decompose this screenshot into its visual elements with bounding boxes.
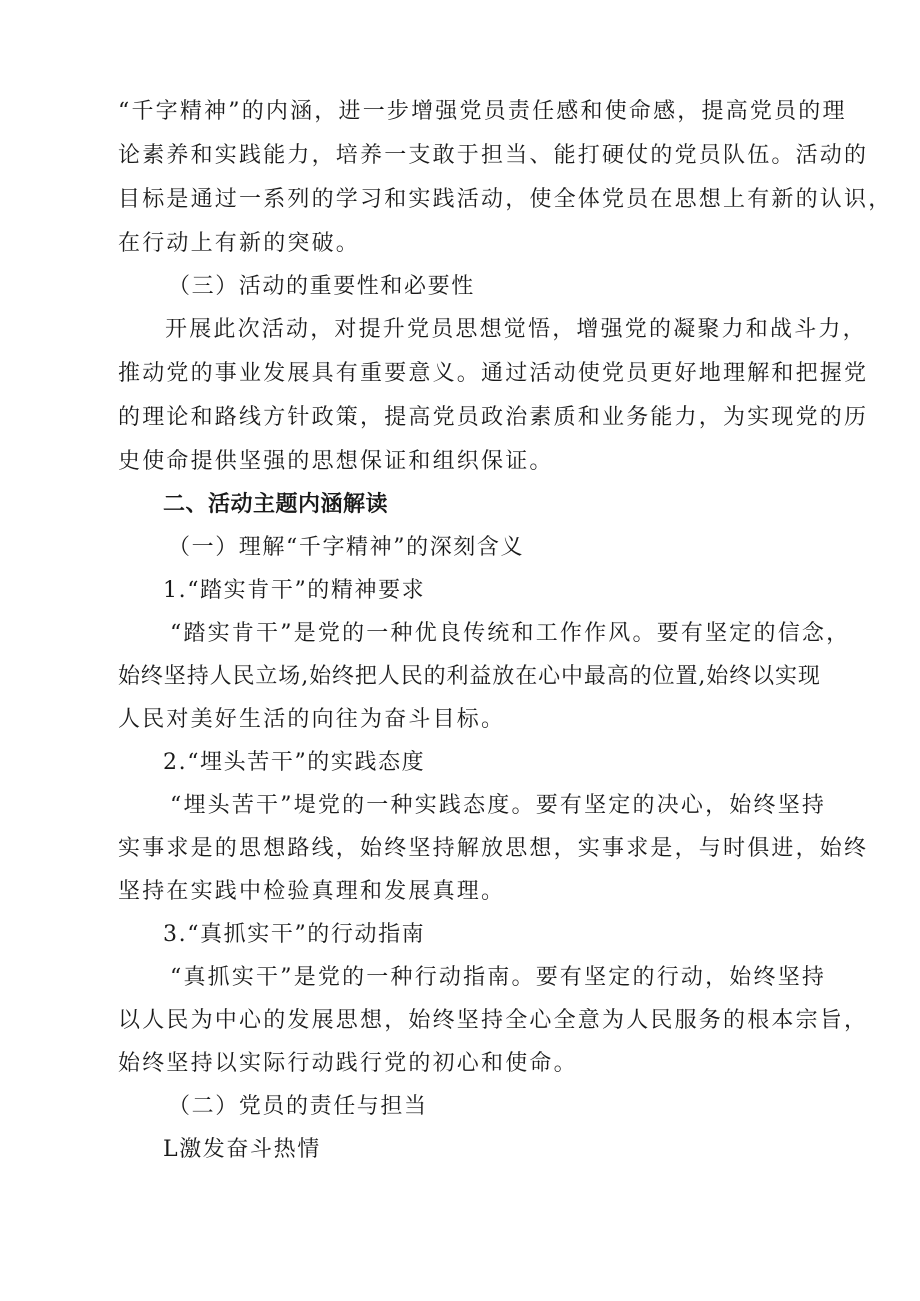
section-heading: 二、活动主题内涵解读 xyxy=(163,492,389,517)
item-heading: 3.“真抓实干”的行动指南 xyxy=(163,922,426,947)
paragraph-line: 坚持在实践中检验真理和发展真理。 xyxy=(118,879,506,904)
subsection-heading: （二）党员的责任与担当 xyxy=(168,1094,428,1119)
paragraph-line: 论素养和实践能力，培养一支敢于担当、能打硬仗的党员队伍。活动的 xyxy=(118,143,869,168)
paragraph-line: 始终坚持人民立场,始终把人民的利益放在心中最高的位置,始终以实现 xyxy=(118,664,821,689)
paragraph-line: 开展此次活动，对提升党员思想觉悟，增强党的凝聚力和战斗力， xyxy=(165,317,867,342)
paragraph-line: 推动党的事业发展具有重要意义。通过活动使党员更好地理解和把握党 xyxy=(118,361,869,386)
paragraph-line: 的理论和路线方针政策，提高党员政治素质和业务能力，为实现党的历 xyxy=(118,405,869,430)
paragraph-line: 实事求是的思想路线，始终坚持解放思想，实事求是，与时俱进，始终 xyxy=(118,836,869,861)
item-heading: 1.“踏实肯干”的精神要求 xyxy=(163,578,426,603)
paragraph-line: 人民对美好生活的向往为奋斗目标。 xyxy=(118,707,506,732)
subsection-heading: （三）活动的重要性和必要性 xyxy=(168,274,475,299)
paragraph-line: 以人民为中心的发展思想，始终坚持全心全意为人民服务的根本宗旨， xyxy=(118,1008,869,1033)
paragraph-line: 始终坚持以实际行动践行党的初心和使命。 xyxy=(118,1051,578,1076)
paragraph-line: 目标是通过一系列的学习和实践活动，使全体党员在思想上有新的认识， xyxy=(118,187,893,212)
paragraph-line: “埋头苦干”堤党的一种实践态度。要有坚定的决心，始终坚持 xyxy=(170,793,827,818)
paragraph-line: 在行动上有新的突破。 xyxy=(118,231,361,256)
subsection-heading: （一）理解“千字精神”的深刻含义 xyxy=(168,535,525,560)
paragraph-line: 史使命提供坚强的思想保证和组织保证。 xyxy=(118,449,554,474)
item-heading: 2.“埋头苦干”的实践态度 xyxy=(163,750,426,775)
paragraph-line: “踏实肯干”是党的一种优良传统和工作作风。要有坚定的信念， xyxy=(170,621,851,646)
paragraph-line: “千字精神”的内涵，进一步增强党员责任感和使命感，提高党员的理 xyxy=(118,99,847,124)
item-heading: L激发奋斗热情 xyxy=(163,1137,321,1162)
paragraph-line: “真抓实干”是党的一种行动指南。要有坚定的行动，始终坚持 xyxy=(170,965,827,990)
